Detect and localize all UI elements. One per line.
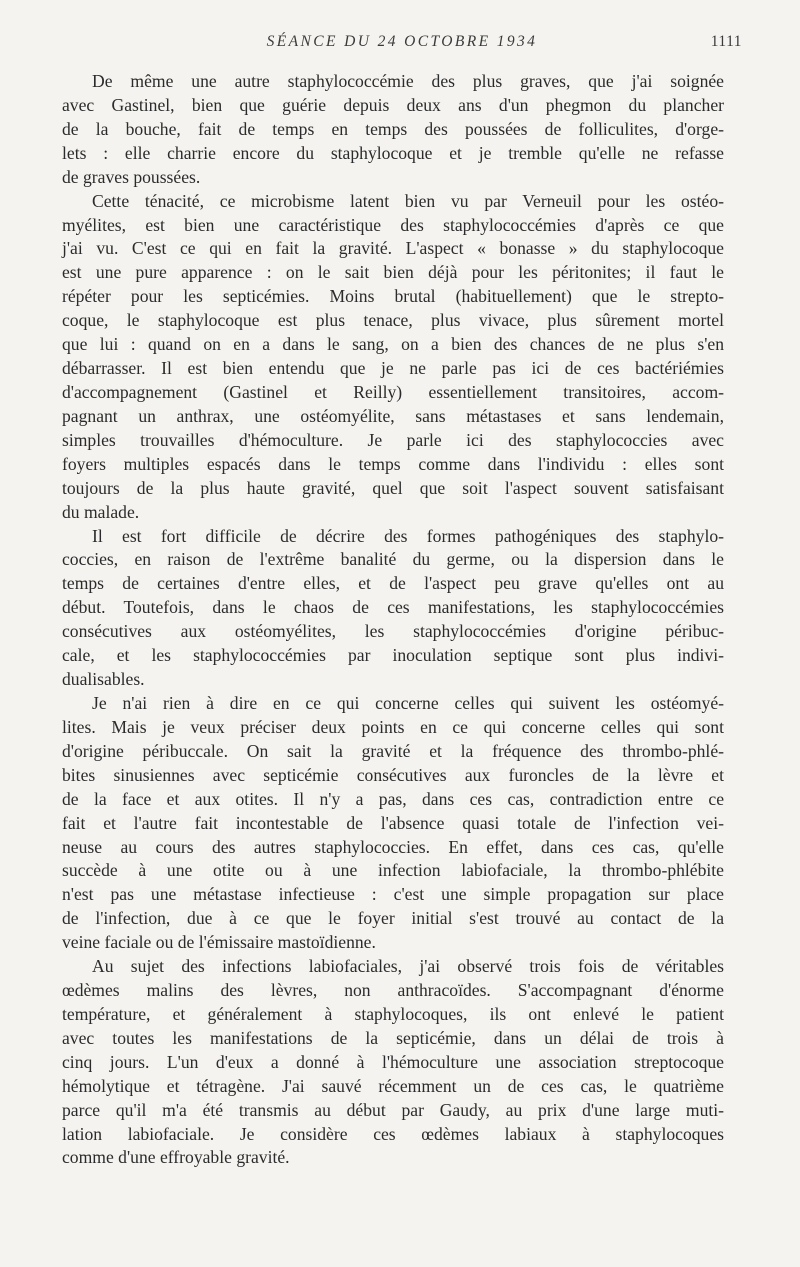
text-line: de la bouche, fait de temps en temps des poussées de folliculites, d'orge- [62,118,724,139]
text-line: fait et l'autre fait incontestable de l'absence quasi totale de l'infection vei- [62,812,724,833]
text-line: myélites, est bien une caractéristique des staphylococcémies d'après ce que [62,214,724,235]
text-line: simples trouvailles d'hémoculture. Je parle ici des staphylococcies avec [62,429,724,450]
text-line: pagnant un anthrax, une ostéomyélite, sans métastases et sans lendemain, [62,405,724,426]
text-line: consécutives aux ostéomyélites, les staphylococcémies d'origine péribuc- [62,621,724,642]
page-header [62,33,742,57]
text-line: de la face et aux otites. Il n'y a pas, dans ces cas, contradiction entre ce [62,788,724,809]
text-line: temps de certaines d'entre elles, et de l'aspect peu grave qu'elles ont au [62,573,724,594]
paragraph-5 [62,955,724,1170]
text-line: j'ai vu. C'est ce qui en fait la gravité. L'aspect « bonasse » du staphylocoque [62,238,724,259]
paragraph-1 [62,70,724,190]
text-line: cinq jours. L'un d'eux a donné à l'hémoculture une association streptocoque [62,1051,724,1072]
text-line: hémolytique et tétragène. J'ai sauvé récemment un de ces cas, le quatrième [62,1075,724,1096]
text-line: œdèmes malins des lèvres, non anthracoïdes. S'accompagnant d'énorme [62,980,724,1001]
text-line: bites sinusiennes avec septicémie consécutives aux furoncles de la lèvre et [62,764,724,785]
page-number: 1111 [710,33,742,50]
text-line: débarrasser. Il est bien entendu que je ne parle pas ici de ces bactériémies [62,358,724,379]
text-line: veine faciale ou de l'émissaire mastoïdienne. [62,932,376,953]
text-line: lets : elle charrie encore du staphylocoque et je tremble qu'elle ne refasse [62,142,724,163]
text-body [62,70,724,1170]
text-line: température, et généralement à staphylocoques, ils ont enlevé le patient [62,1003,724,1024]
text-line: parce qu'il m'a été transmis au début par Gaudy, au prix d'une large muti- [62,1099,724,1120]
text-line: avec Gastinel, bien que guérie depuis deux ans d'un phegmon du plancher [62,94,724,115]
text-line: foyers multiples espacés dans le temps comme dans l'individu : elles sont [62,453,724,474]
text-line: dualisables. [62,669,145,690]
text-line: d'accompagnement (Gastinel et Reilly) essentiellement transitoires, accom- [62,381,724,402]
text-line: De même une autre staphylococcémie des plus graves, que j'ai soignée [92,71,724,91]
text-line: Je n'ai rien à dire en ce qui concerne celles qui suivent les ostéomyé- [92,692,724,713]
text-line: du malade. [62,501,140,522]
text-line: neuse au cours des autres staphylococcies. En effet, dans ces cas, qu'elle [62,836,724,857]
text-line: que lui : quand on en a dans le sang, on a bien des chances de ne plus s'en [62,334,724,355]
text-line: comme d'une effroyable gravité. [62,1147,290,1168]
text-line: de graves poussées. [62,166,201,187]
text-line: succède à une otite ou à une infection labiofaciale, la thrombo-phlébite [62,860,724,881]
paragraph-3 [62,525,724,692]
paragraph-2 [62,190,724,525]
text-line: de l'infection, due à ce que le foyer initial s'est trouvé au contact de la [62,908,724,929]
text-line: Il est fort difficile de décrire des formes pathogéniques des staphylo- [92,525,724,546]
text-line: Au sujet des infections labiofaciales, j'ai observé trois fois de véritables [92,956,724,977]
text-line: Cette ténacité, ce microbisme latent bien vu par Verneuil pour les ostéo- [92,190,724,211]
text-line: lation labiofaciale. Je considère ces œdèmes labiaux à staphylocoques [62,1123,724,1144]
text-line: cale, et les staphylococcémies par inoculation septique sont plus indivi- [62,645,724,666]
running-title: SÉANCE DU 24 OCTOBRE 1934 [266,33,538,50]
text-line: toujours de la plus haute gravité, quel que soit l'aspect souvent satisfaisant [62,477,724,498]
text-line: lites. Mais je veux préciser deux points en ce qui concerne celles qui sont [62,716,724,737]
text-line: coque, le staphylocoque est plus tenace, plus vivace, plus sûrement mortel [62,310,724,331]
text-line: avec toutes les manifestations de la septicémie, dans un délai de trois à [62,1027,724,1048]
text-line: début. Toutefois, dans le chaos de ces manifestations, les staphylococcémies [62,597,724,618]
text-line: n'est pas une métastase infectieuse : c'est une simple propagation sur place [62,884,724,905]
text-line: est une pure apparence : on le sait bien déjà pour les péritonites; il faut le [62,262,724,283]
text-line: d'origine péribuccale. On sait la gravité et la fréquence des thrombo-phlé- [62,740,724,761]
text-line: coccies, en raison de l'extrême banalité du germe, ou la dispersion dans le [62,549,724,570]
text-line: répéter pour les septicémies. Moins brutal (habituellement) que le strepto- [62,286,724,307]
paragraph-4 [62,692,724,955]
